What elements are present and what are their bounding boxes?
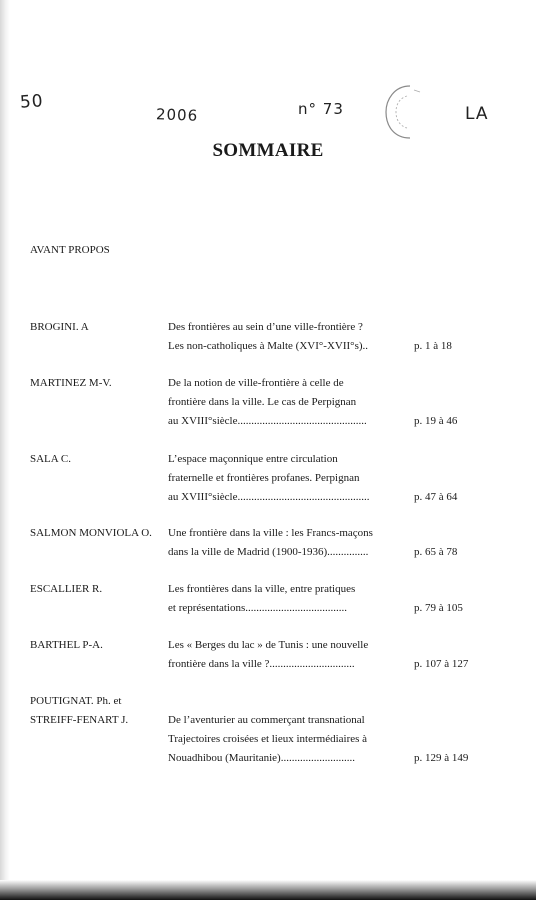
- entry-title-line: au XVIII°siècle...............................................: [168, 415, 367, 427]
- entry-title-line: frontière dans la ville ?...............................: [168, 658, 355, 670]
- entry-title-line: fraternelle et frontières profanes. Perpignan: [168, 472, 360, 484]
- entry-title: [168, 450, 398, 507]
- library-stamp-icon: [380, 82, 426, 142]
- entry-author: SALA C.: [30, 453, 71, 465]
- entry-title-line: Des frontières au sein d’une ville-frontière ?: [168, 321, 363, 333]
- entry-author: MARTINEZ M-V.: [30, 377, 112, 389]
- entry-author: BARTHEL P-A.: [30, 639, 103, 651]
- entry-pages: p. 107 à 127: [414, 658, 469, 670]
- entry-title: [168, 580, 398, 618]
- entry-author: BROGINI. A: [30, 321, 89, 333]
- entry-title: [168, 374, 398, 431]
- entry-title-line: De l’aventurier au commerçant transnational: [168, 714, 365, 726]
- page-title: SOMMAIRE: [212, 140, 324, 161]
- entry-title-line: Les « Berges du lac » de Tunis : une nouvelle: [168, 639, 369, 651]
- entry-pages: p. 65 à 78: [414, 546, 458, 558]
- entry-author: POUTIGNAT. Ph. et: [30, 695, 122, 707]
- scan-bottom-edge: [0, 880, 536, 900]
- handwritten-issue: n° 73: [298, 100, 344, 118]
- handwritten-year: 2006: [155, 105, 199, 125]
- section-heading: AVANT PROPOS: [30, 244, 110, 256]
- entry-pages: p. 47 à 64: [414, 491, 458, 503]
- entry-author: SALMON MONVIOLA O.: [30, 527, 152, 539]
- entry-title: [168, 524, 398, 562]
- entry-pages: p. 79 à 105: [414, 602, 463, 614]
- handwritten-number: 50: [19, 91, 45, 113]
- entry-author: ESCALLIER R.: [30, 583, 103, 595]
- entry-title-line: Trajectoires croisées et lieux intermédiaires à: [168, 733, 368, 745]
- entry-title: [168, 711, 398, 768]
- scan-left-edge: [0, 0, 10, 900]
- entry-title-line: Les frontières dans la ville, entre pratiques: [168, 583, 356, 595]
- entry-title: [168, 636, 398, 674]
- handwritten-code: LA: [465, 104, 489, 124]
- entry-title: [168, 318, 398, 356]
- entry-title-line: et représentations.....................................: [168, 602, 348, 614]
- entry-title-line: frontière dans la ville. Le cas de Perpignan: [168, 396, 357, 408]
- entry-title-line: L’espace maçonnique entre circulation: [168, 453, 338, 465]
- entry-title-line: Nouadhibou (Mauritanie)...........................: [168, 752, 355, 764]
- entry-title-line: Une frontière dans la ville : les Francs-maçons: [168, 527, 373, 539]
- entry-title-line: au XVIII°siècle................................................: [168, 491, 370, 503]
- entry-title-line: Les non-catholiques à Malte (XVI°-XVII°s)..: [168, 340, 369, 352]
- entry-author: STREIFF-FENART J.: [30, 714, 129, 726]
- entry-pages: p. 129 à 149: [414, 752, 469, 764]
- entry-pages: p. 19 à 46: [414, 415, 458, 427]
- entry-title-line: dans la ville de Madrid (1900-1936)...............: [168, 546, 369, 558]
- entry-pages: p. 1 à 18: [414, 340, 452, 352]
- entry-title-line: De la notion de ville-frontière à celle de: [168, 377, 344, 389]
